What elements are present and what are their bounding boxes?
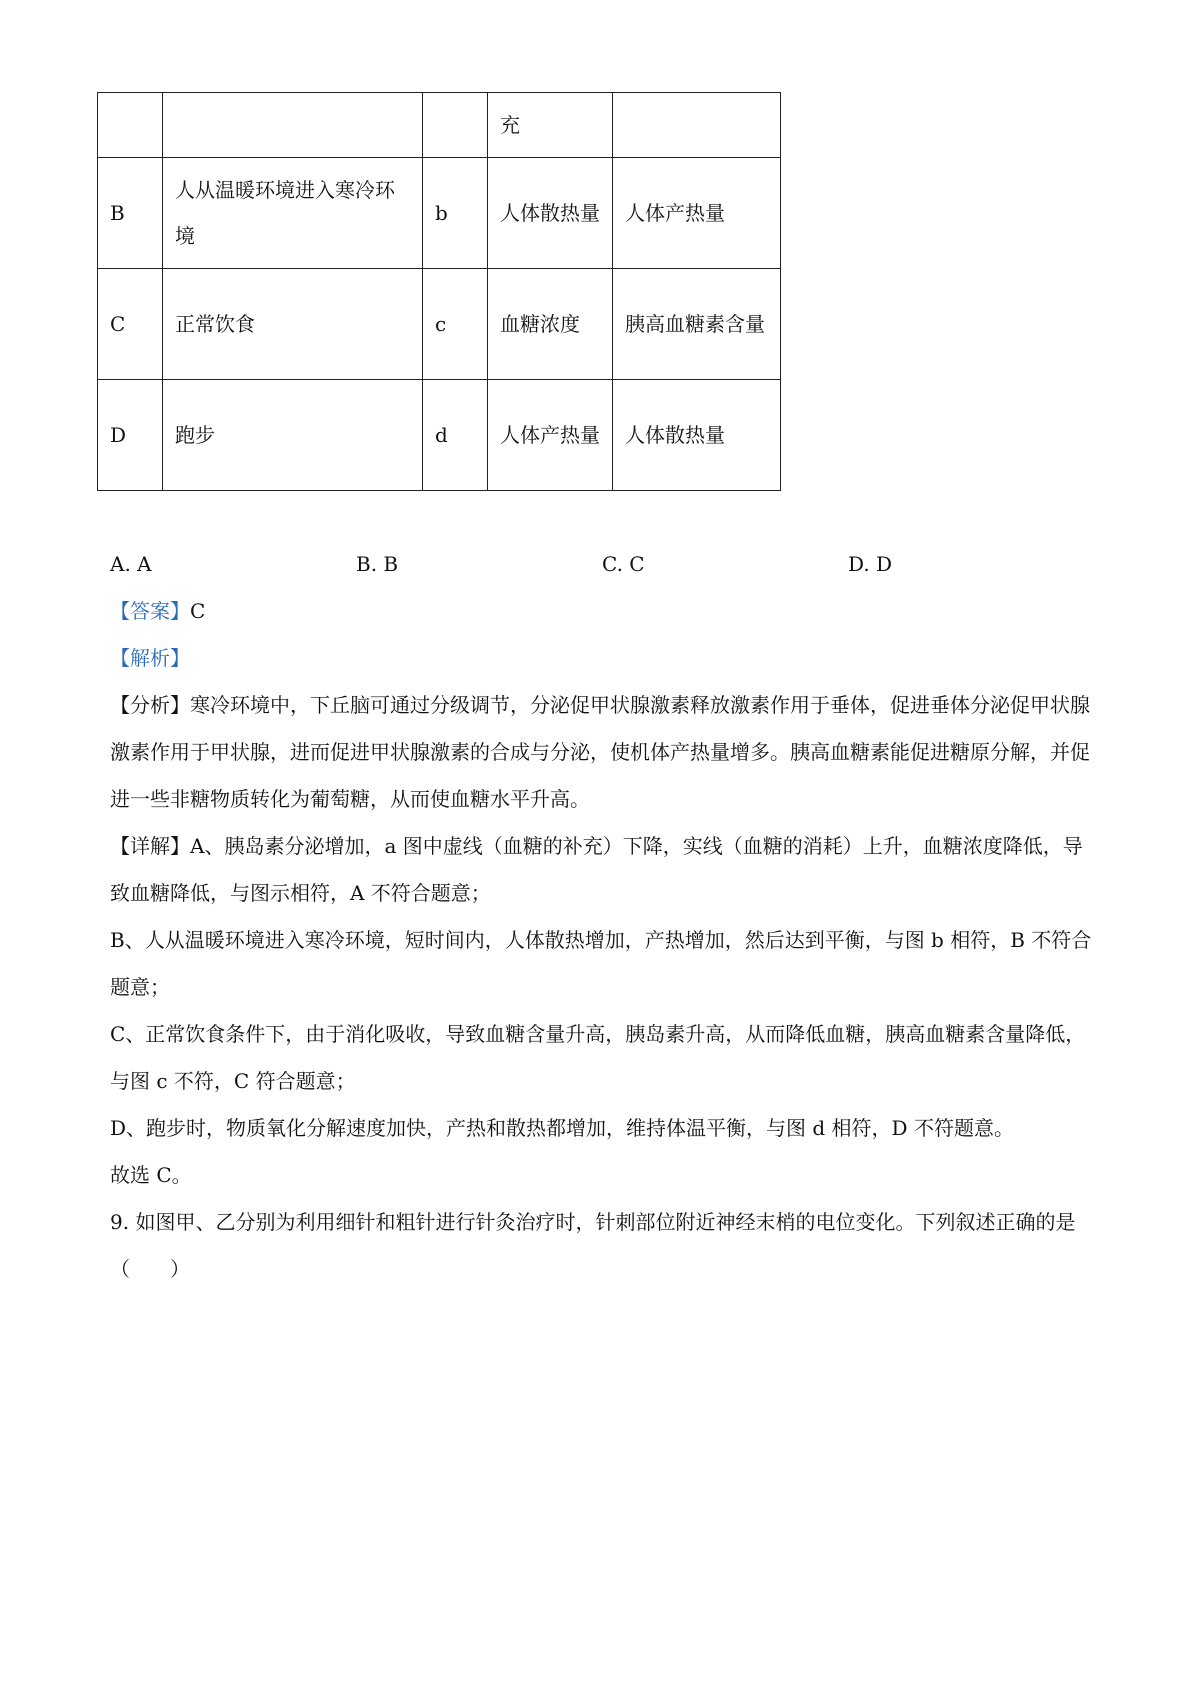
table-cell — [98, 93, 163, 158]
table-row — [98, 158, 781, 269]
answer-options — [110, 548, 1110, 580]
table-cell: 人体产热量 — [488, 380, 613, 491]
table-cell: d — [423, 380, 488, 491]
analysis-tag: 【解析】 — [110, 646, 190, 670]
question-9: 9. 如图甲、乙分别为利用细针和粗针进行针灸治疗时，针刺部位附近神经末梢的电位变化。下列叙述正确的是（ ） — [110, 1210, 1076, 1281]
detail-paragraph-c: C、正常饮食条件下，由于消化吸收，导致血糖含量升高，胰岛素升高，从而降低血糖，胰高血糖素含量降低，与图 c 不符，C 符合题意； — [110, 1022, 1086, 1093]
table-row — [98, 269, 781, 380]
detail-paragraph-d: D、跑步时，物质氧化分解速度加快，产热和散热都增加，维持体温平衡，与图 d 相符，D 不符题意。 — [110, 1116, 1014, 1140]
table-cell: B — [98, 158, 163, 269]
table-row — [98, 93, 781, 158]
answer-tag: 【答案】 — [110, 599, 190, 623]
table-cell: 人体散热量 — [488, 158, 613, 269]
analysis-text: 寒冷环境中，下丘脑可通过分级调节，分泌促甲状腺激素释放激素作用于垂体，促进垂体分泌促甲状腺激素作用于甲状腺，进而促进甲状腺激素的合成与分泌，使机体产热量增多。胰高血糖素能促进糖原分解，并促进一些非糖物质转化为葡萄糖，从而使血糖水平升高。 — [110, 693, 1090, 811]
table-cell: b — [423, 158, 488, 269]
table-cell: 充 — [488, 93, 613, 158]
option-b: B. B — [356, 552, 399, 576]
table-cell — [163, 93, 423, 158]
analysis-heading — [110, 635, 1100, 682]
option-c: C. C — [602, 552, 645, 576]
options-table — [97, 92, 781, 491]
table-row — [98, 380, 781, 491]
answer-line — [110, 588, 1100, 635]
table-cell — [613, 93, 781, 158]
table-cell: 人体产热量 — [613, 158, 781, 269]
analysis-paragraph — [110, 682, 1100, 823]
table-cell: C — [98, 269, 163, 380]
table-cell: 正常饮食 — [163, 269, 423, 380]
detail-label: 【详解】 — [110, 834, 190, 858]
detail-paragraph-a — [110, 823, 1100, 917]
option-d: D. D — [848, 552, 893, 576]
table-cell: 血糖浓度 — [488, 269, 613, 380]
table-cell: 人体散热量 — [613, 380, 781, 491]
table-cell: 人从温暖环境进入寒冷环境 — [163, 158, 423, 269]
conclusion: 故选 C。 — [110, 1163, 192, 1187]
table-cell: 胰高血糖素含量 — [613, 269, 781, 380]
option-a: A. A — [110, 552, 152, 576]
detail-text-a: A、胰岛素分泌增加，a 图中虚线（血糖的补充）下降，实线（血糖的消耗）上升，血糖浓度降低，导致血糖降低，与图示相符，A 不符合题意； — [110, 834, 1083, 905]
table-cell — [423, 93, 488, 158]
analysis-label: 【分析】 — [110, 693, 190, 717]
table-cell: 跑步 — [163, 380, 423, 491]
table-cell: c — [423, 269, 488, 380]
answer-value: C — [190, 599, 206, 623]
detail-paragraph-b: B、人从温暖环境进入寒冷环境，短时间内，人体散热增加，产热增加，然后达到平衡，与图 b 相符，B 不符合题意； — [110, 928, 1092, 999]
table-cell: D — [98, 380, 163, 491]
